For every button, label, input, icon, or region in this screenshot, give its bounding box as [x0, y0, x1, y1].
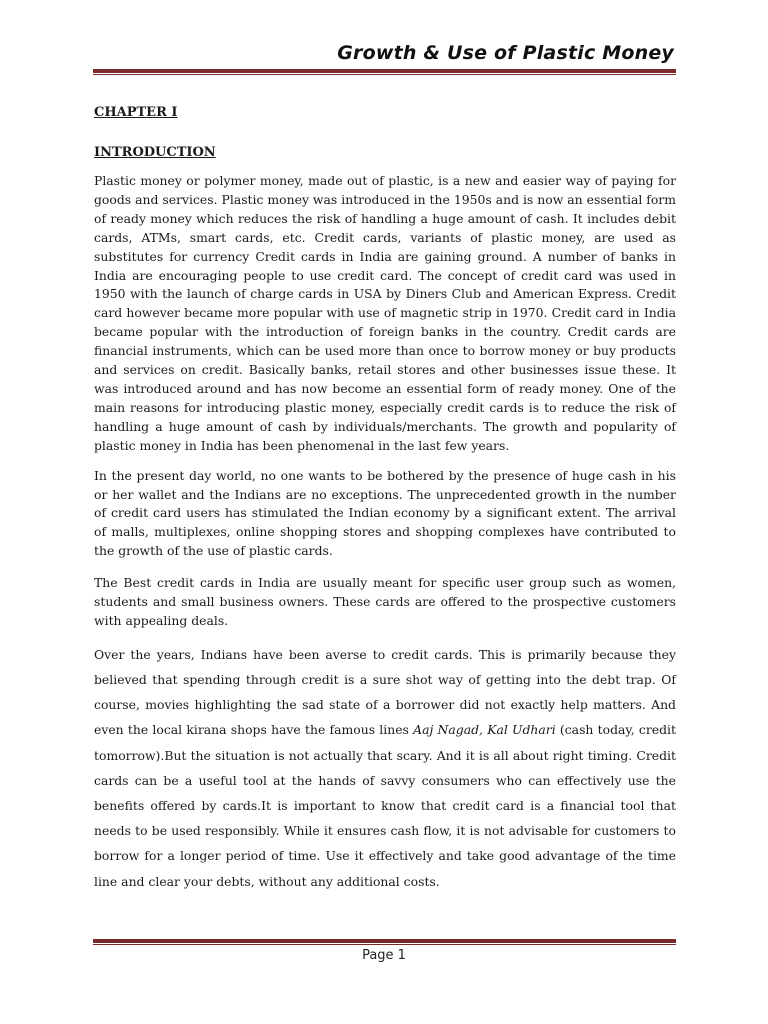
paragraph-3: The Best credit cards in India are usually meant for specific user group such as women, students and small business owners. These cards are offered to the prospective customers with appealing deals. — [94, 575, 676, 628]
chapter-heading: CHAPTER I — [94, 105, 178, 120]
running-header-title: Growth & Use of Plastic Money — [337, 42, 674, 64]
header-rule — [93, 69, 676, 75]
paragraph-2: In the present day world, no one wants to be bothered by the presence of huge cash in his or her wallet and the Indians are no exceptions. The unprecedented growth in the number of credit card users has stimulated the Indian economy by a significant extent. The arrival of malls, multiplexes, online shopping stores and shopping complexes have contributed to the growth of the use of plastic cards. — [94, 467, 676, 559]
paragraph-4-text-start: Over the years, Indians have been averse to credit cards. This is primarily because they believed that spending through credit is a sure shot way of getting into the debt trap. Of course, movies highlighting the sad state of a borrower did not exactly help matters. And even the local kirana shops have the famous lines — [94, 646, 676, 738]
paragraph-4-italic-phrase: Aaj Nagad, Kal Udhari — [413, 722, 556, 738]
paragraph-4-text-end: (cash today, credit tomorrow).But the situation is not actually that scary. And it is all about right timing. Credit cards can be a useful tool at the hands of savvy consumers who can effectively use the benefits offered by cards.It is important to know that credit card is a financial tool that needs to be used responsibly. While it ensures cash flow, it is not advisable for customers to borrow for a longer period of time. Use it effectively and take good advantage of the time line and clear your debts, without any additional costs. — [94, 722, 676, 889]
header-rule-thick — [93, 69, 676, 73]
paragraph-4 — [94, 642, 676, 894]
footer-rule-thick — [93, 939, 676, 943]
footer-rule-thin — [93, 944, 676, 945]
header-rule-thin — [93, 74, 676, 75]
body-content — [94, 104, 676, 908]
section-heading: INTRODUCTION — [94, 145, 216, 160]
footer-rule — [93, 939, 676, 945]
page-number: Page 1 — [362, 948, 406, 963]
paragraph-1: Plastic money or polymer money, made out of plastic, is a new and easier way of paying for goods and services. Plastic money was introduced in the 1950s and is now an essential form of ready money which reduces the risk of handling a huge amount of cash. It includes debit cards, ATMs, smart cards, etc. Credit cards, variants of plastic money, are used as substitutes for currency Credit cards in India are gaining ground. A number of banks in India are encouraging people to use credit card. The concept of credit card was used in 1950 with the launch of charge cards in USA by Diners Club and American Express. Credit card however became more popular with use of magnetic strip in 1970. Credit card in India became popular with the introduction of foreign banks in the country. Credit cards are financial instruments, which can be used more than once to borrow money or buy products and services on credit. Basically banks, retail stores and other businesses issue these. It was introduced around and has now become an essential form of ready money. One of the main reasons for introducing plastic money, especially credit cards is to reduce the risk of handling a huge amount of cash by individuals/merchants. The growth and popularity of plastic money in India has been phenomenal in the last few years. — [94, 173, 676, 453]
